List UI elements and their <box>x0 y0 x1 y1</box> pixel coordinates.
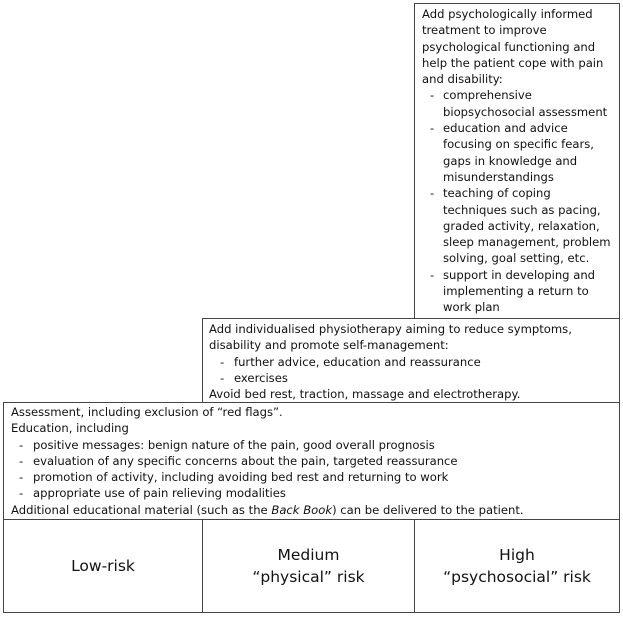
medium-risk-column-label <box>202 519 415 613</box>
low-risk-outro-after: ) can be delivered to the patient. <box>332 502 524 517</box>
medium-risk-treatment-box <box>202 318 620 403</box>
high-risk-label-line1: High <box>499 546 535 564</box>
medium-risk-label-line2: “physical” risk <box>252 568 365 586</box>
medium-risk-item-exercises: - exercises <box>209 370 613 386</box>
medium-risk-intro: Add individualised physiotherapy aiming to reduce symptoms, disability and promote self-management: <box>209 322 572 353</box>
low-risk-item-positive-messages: - positive messages: benign nature of the pain, good overall prognosis <box>11 437 613 453</box>
low-risk-label: Low-risk <box>71 557 135 575</box>
high-risk-item-assessment: - comprehensive biopsychosocial assessment <box>422 87 613 120</box>
low-risk-item-pain-relief: - appropriate use of pain relieving modalities <box>11 485 613 501</box>
low-risk-column-label <box>3 519 203 613</box>
high-risk-item-education: - education and advice focusing on specific fears, gaps in knowledge and misunderstandings <box>422 120 613 185</box>
low-risk-list <box>11 437 613 502</box>
low-risk-item-activity: - promotion of activity, including avoiding bed rest and returning to work <box>11 469 613 485</box>
low-risk-assessment-line: Assessment, including exclusion of “red flags”. <box>11 405 283 419</box>
high-risk-treatment-box <box>414 3 620 319</box>
medium-risk-list <box>209 354 613 387</box>
low-risk-education-line: Education, including <box>11 421 129 436</box>
low-risk-outro <box>11 502 613 518</box>
high-risk-label-line2: “psychosocial” risk <box>443 568 591 586</box>
low-risk-item-concerns: - evaluation of any specific concerns about the pain, targeted reassurance <box>11 453 613 469</box>
high-risk-item-return-to-work: - support in developing and implementing a return to work plan <box>422 267 613 316</box>
low-risk-outro-before: Additional educational material (such as the <box>11 502 272 517</box>
medium-risk-outro: Avoid bed rest, traction, massage and electrotherapy. <box>209 387 521 402</box>
high-risk-list <box>422 87 613 315</box>
high-risk-column-label <box>414 519 620 613</box>
medium-risk-item-advice: - further advice, education and reassurance <box>209 354 613 370</box>
high-risk-item-coping: - teaching of coping techniques such as pacing, graded activity, relaxation, sleep management, problem solving, goal setting, etc. <box>422 185 613 266</box>
medium-risk-label-line1: Medium <box>277 546 340 564</box>
high-risk-intro: Add psychologically informed treatment to improve psychological functioning and help the patient cope with pain and disability: <box>422 7 604 87</box>
back-book-title: Back Book <box>271 502 333 517</box>
low-risk-treatment-box <box>3 402 620 520</box>
